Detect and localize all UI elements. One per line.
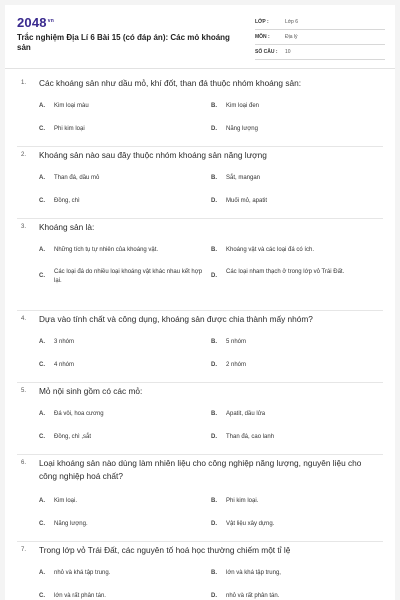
option-letter: D. bbox=[211, 521, 217, 527]
option-c[interactable] bbox=[39, 433, 91, 442]
question-item bbox=[17, 221, 383, 311]
option-text: Năng lượng. bbox=[54, 521, 88, 527]
option-a[interactable] bbox=[39, 497, 77, 506]
worksheet-header bbox=[5, 5, 395, 69]
option-c[interactable] bbox=[39, 125, 85, 134]
option-letter: D. bbox=[211, 198, 217, 204]
option-letter: C. bbox=[39, 593, 45, 599]
option-text: 5 nhóm bbox=[226, 339, 247, 345]
option-d[interactable] bbox=[211, 125, 258, 134]
option-text: 3 nhóm bbox=[54, 339, 75, 345]
option-letter: C. bbox=[39, 198, 45, 204]
meta-value: Lớp 6 bbox=[285, 19, 299, 25]
option-d[interactable] bbox=[211, 197, 267, 206]
question-item bbox=[17, 77, 383, 147]
option-c[interactable] bbox=[39, 520, 88, 529]
option-text: Vật liệu xây dựng. bbox=[226, 521, 275, 527]
option-a[interactable] bbox=[39, 569, 110, 578]
option-letter: C. bbox=[39, 521, 45, 527]
option-c[interactable] bbox=[39, 268, 204, 286]
question-text: Dựa vào tính chất và công dụng, khoáng sản được chia thành mấy nhóm? bbox=[39, 314, 313, 324]
option-letter: A. bbox=[39, 570, 45, 576]
question-text: Khoáng sản là: bbox=[39, 222, 95, 232]
question-text: Các khoáng sản như dầu mỏ, khí đốt, than đá thuộc nhóm khoáng sản: bbox=[39, 78, 302, 88]
option-text: Phi kim loại. bbox=[226, 498, 259, 504]
question-number: 3. bbox=[21, 224, 27, 230]
option-text: Các loại đá do nhiều loại khoáng vật khác nhau kết hợp lại. bbox=[54, 269, 203, 284]
worksheet-page bbox=[5, 5, 395, 600]
option-c[interactable] bbox=[39, 361, 74, 370]
option-d[interactable] bbox=[211, 520, 274, 529]
option-text: Sắt, mangan bbox=[226, 175, 261, 181]
option-d[interactable] bbox=[211, 433, 274, 442]
option-letter: B. bbox=[211, 339, 217, 345]
option-letter: A. bbox=[39, 247, 45, 253]
question-item bbox=[17, 457, 383, 542]
option-d[interactable] bbox=[211, 268, 376, 281]
option-text: Muối mỏ, apatit bbox=[226, 198, 268, 204]
logo-suffix: vn bbox=[47, 17, 54, 24]
option-letter: A. bbox=[39, 411, 45, 417]
page-title: Trắc nghiệm Địa Lí 6 Bài 15 (có đáp án): Các mỏ khoáng sản bbox=[17, 33, 230, 52]
option-letter: A. bbox=[39, 339, 45, 345]
option-letter: D. bbox=[211, 593, 217, 599]
option-a[interactable] bbox=[39, 246, 158, 255]
option-b[interactable] bbox=[211, 497, 258, 506]
question-item bbox=[17, 385, 383, 455]
meta-table bbox=[255, 15, 385, 60]
option-text: Những tích tụ tự nhiên của khoáng vật. bbox=[54, 247, 159, 253]
meta-row-subject bbox=[255, 30, 385, 45]
logo-text: 2048 bbox=[17, 15, 47, 30]
option-letter: A. bbox=[39, 175, 45, 181]
option-text: Kim loại. bbox=[54, 498, 78, 504]
question-text: Khoáng sản nào sau đây thuộc nhóm khoáng sản năng lượng bbox=[39, 150, 267, 160]
option-text: nhỏ và rất phân tán. bbox=[226, 593, 280, 599]
option-text: Than đá, dầu mỏ bbox=[54, 175, 100, 181]
option-letter: A. bbox=[39, 103, 45, 109]
option-letter: D. bbox=[211, 273, 217, 279]
option-a[interactable] bbox=[39, 102, 89, 111]
question-item bbox=[17, 149, 383, 219]
option-b[interactable] bbox=[211, 410, 265, 419]
question-item bbox=[17, 544, 383, 600]
meta-row-class bbox=[255, 15, 385, 30]
question-number: 7. bbox=[21, 547, 27, 553]
option-text: Đồng, chì ,sắt bbox=[54, 434, 92, 440]
option-letter: D. bbox=[211, 434, 217, 440]
question-number: 1. bbox=[21, 80, 27, 86]
option-letter: C. bbox=[39, 362, 45, 368]
option-text: nhỏ và khá tập trung. bbox=[54, 570, 111, 576]
question-text: Loại khoáng sản nào dùng làm nhiên liệu cho công nghiệp năng lượng, nguyên liệu cho công nghiệp hoá chất? bbox=[39, 458, 362, 481]
option-text: Khoáng vật và các loại đá có ích. bbox=[226, 247, 315, 253]
option-text: Apatit, dầu lửa bbox=[226, 411, 266, 417]
option-d[interactable] bbox=[211, 592, 279, 600]
question-item bbox=[17, 313, 383, 383]
option-text: Kim loại đen bbox=[226, 103, 260, 109]
meta-value: 10 bbox=[285, 49, 291, 55]
option-text: lớn và khá tập trung, bbox=[226, 570, 281, 576]
meta-value: Địa lý bbox=[285, 34, 298, 40]
option-text: Kim loại màu bbox=[54, 103, 89, 109]
option-letter: D. bbox=[211, 362, 217, 368]
option-a[interactable] bbox=[39, 410, 104, 419]
option-c[interactable] bbox=[39, 197, 80, 206]
question-number: 5. bbox=[21, 388, 27, 394]
option-b[interactable] bbox=[211, 246, 314, 255]
option-letter: D. bbox=[211, 126, 217, 132]
option-a[interactable] bbox=[39, 174, 99, 183]
option-letter: C. bbox=[39, 126, 45, 132]
option-b[interactable] bbox=[211, 102, 259, 111]
option-b[interactable] bbox=[211, 174, 260, 183]
option-b[interactable] bbox=[211, 338, 246, 347]
option-text: Đồng, chì bbox=[54, 198, 80, 204]
option-text: Đá vôi, hoa cương bbox=[54, 411, 104, 417]
option-a[interactable] bbox=[39, 338, 74, 347]
meta-row-count bbox=[255, 45, 385, 60]
option-b[interactable] bbox=[211, 569, 281, 578]
question-number: 6. bbox=[21, 460, 27, 466]
option-text: 2 nhóm bbox=[226, 362, 247, 368]
option-c[interactable] bbox=[39, 592, 106, 600]
question-text: Mỏ nội sinh gồm có các mỏ: bbox=[39, 386, 143, 396]
option-letter: C. bbox=[39, 273, 45, 279]
option-text: lớn và rất phân tán. bbox=[54, 593, 106, 599]
meta-label: LỚP : bbox=[255, 19, 269, 25]
question-text: Trong lớp vỏ Trái Đất, các nguyên tố hoá học thường chiếm một tỉ lệ bbox=[39, 545, 291, 555]
option-letter: C. bbox=[39, 434, 45, 440]
option-letter: B. bbox=[211, 247, 217, 253]
option-letter: B. bbox=[211, 175, 217, 181]
option-text: Năng lượng bbox=[226, 126, 258, 132]
option-text: Phi kim loại bbox=[54, 126, 85, 132]
question-number: 4. bbox=[21, 316, 27, 322]
meta-label: SỐ CÂU : bbox=[255, 49, 278, 55]
option-text: Các loại nham thạch ở trong lớp vỏ Trái Đất. bbox=[226, 269, 345, 275]
site-logo[interactable] bbox=[17, 15, 54, 30]
option-letter: B. bbox=[211, 570, 217, 576]
question-number: 2. bbox=[21, 152, 27, 158]
option-letter: B. bbox=[211, 103, 217, 109]
option-letter: B. bbox=[211, 411, 217, 417]
option-letter: A. bbox=[39, 498, 45, 504]
option-d[interactable] bbox=[211, 361, 246, 370]
meta-label: MÔN : bbox=[255, 34, 270, 40]
option-text: 4 nhóm bbox=[54, 362, 75, 368]
option-text: Than đá, cao lanh bbox=[226, 434, 275, 440]
option-letter: B. bbox=[211, 498, 217, 504]
